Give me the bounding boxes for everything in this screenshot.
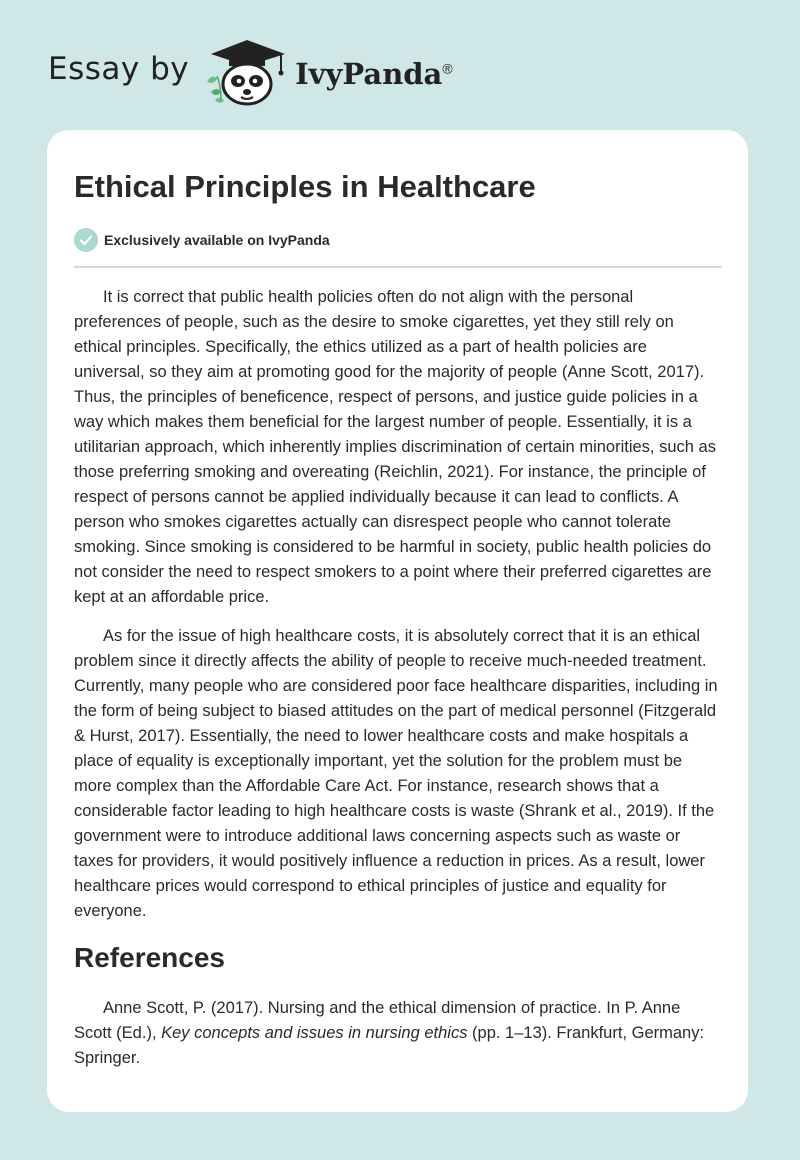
- site-header: [48, 38, 453, 108]
- exclusive-badge: [74, 228, 722, 252]
- references-heading: References: [74, 942, 225, 973]
- ivypanda-logo-icon[interactable]: [201, 38, 291, 108]
- exclusive-label: Exclusively available on IvyPanda: [104, 232, 330, 248]
- ivypanda-wordmark[interactable]: IvyPanda®: [295, 57, 453, 91]
- body-paragraph: It is correct that public health policies often do not align with the personal preferences of people, such as the desire to smoke cigarettes, yet they still rely on ethical principles. Specifically, the ethics utilized as a part of health policies are universal, so they aim at promoting good for the majority of people (Anne Scott, 2017). Thus, the principles of beneficence, respect of persons, and justice guide policies in a way which makes them beneficial for the largest number of people. Essentially, it is a utilitarian approach, which inherently implies discrimination of certain minorities, such as those preferring smoking and overeating (Reichlin, 2021). For instance, the principle of respect of persons cannot be applied individually because it can lead to conflicts. A person who smokes cigarettes actually can disrespect people who cannot tolerate smoking. Since smoking is considered to be harmful in society, public health policies do not consider the need to respect smokers to a point where their preferred cigarettes are kept at an affordable price.: [74, 288, 716, 606]
- check-circle-icon: [74, 228, 98, 252]
- reference-book-title: Key concepts and issues in nursing ethics: [161, 1024, 468, 1042]
- reference-entry: Anne Scott, P. (2017). Nursing and the ethical dimension of practice. In P. Anne Scott (Ed.), Key concepts and issues in nursing ethics (pp. 1–13). Frankfurt, Germany: Springer.: [74, 999, 705, 1067]
- title-divider: [74, 266, 722, 268]
- essay-by-label: Essay by: [48, 51, 190, 87]
- page-title: Ethical Principles in Healthcare: [74, 169, 536, 204]
- body-paragraph: As for the issue of high healthcare costs, it is absolutely correct that it is an ethical problem since it directly affects the ability of people to receive much-needed treatment. Currently, many people who are considered poor face healthcare disparities, including in the form of being subject to biased attitudes on the part of medical personnel (Fitzgerald & Hurst, 2017). Essentially, the need to lower healthcare costs and make hospitals a place of equality is exceptionally important, yet the solution for the problem must be more complex than the Affordable Care Act. For instance, research shows that a considerable factor leading to high healthcare costs is waste (Shrank et al., 2019). If the government were to introduce additional laws concerning aspects such as waste or taxes for providers, it would positively influence a reduction in prices. As a result, lower healthcare prices would correspond to ethical principles of justice and equality for everyone.: [74, 627, 718, 920]
- essay-card: [47, 130, 748, 1112]
